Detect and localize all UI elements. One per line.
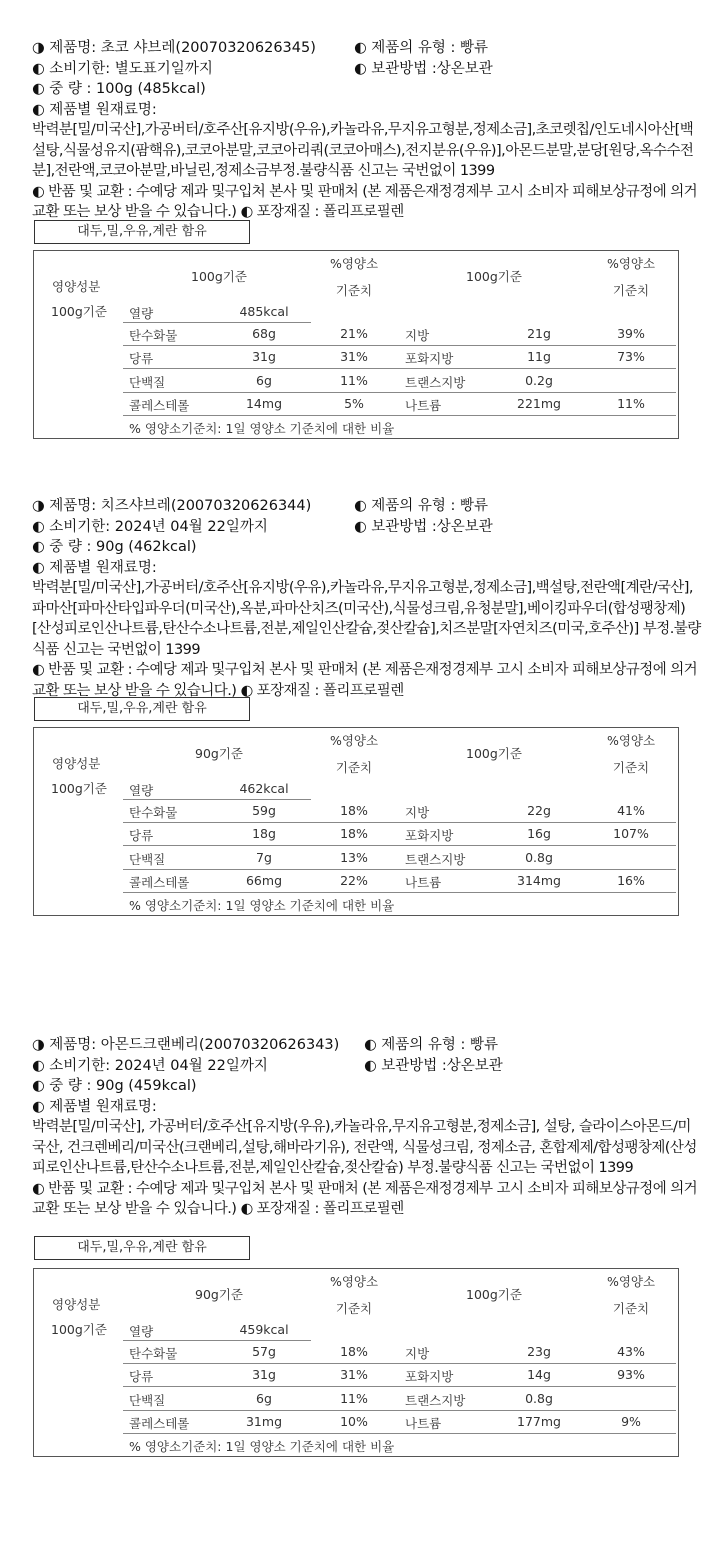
net-weight: ◐ 중 량 : 90g (462kcal) xyxy=(32,539,197,555)
product-type: ◐ 제품의 유형 : 빵류 xyxy=(354,498,489,514)
nutrient-name: 콜레스테롤 xyxy=(129,1416,190,1431)
ingredients-label: ◐ 제품별 원재료명: xyxy=(32,1098,157,1115)
product-name: 치즈샤브레(20070320626344) xyxy=(100,498,312,514)
pct-header-bottom: 기준치 xyxy=(612,1301,650,1316)
product-name-label: ◑ 제품명: xyxy=(32,40,101,56)
nutrient-name: 콜레스테롤 xyxy=(129,398,190,413)
nutrient-name: 나트륨 xyxy=(405,398,442,413)
nutrient-value: 18g xyxy=(252,826,276,841)
nutrient-percent: 107% xyxy=(613,826,649,841)
nutrient-name: 지방 xyxy=(405,328,430,343)
ingredients-text: 박력분[밀/미국산],가공버터/호주산[유지방(우유),카놀라유,무지유고형분,정제소금],초코렛칩/인도네시아산[백설탕,식물성유지(팜핵유),코코아분말,코코아리쿼(코코아매스),전지분유(우유)],아몬드분말,분당[원당,옥수수전분],전란액,코코아분말,바닐린,정제소금부정.불량식품 신고는 국번없이 1399 xyxy=(32,122,694,179)
kcal-label: 열량 xyxy=(129,783,154,798)
nutrient-name: 포화지방 xyxy=(405,351,454,366)
storage-method: ◐ 보관방법 :상온보관 xyxy=(364,1057,503,1074)
nutrition-footnote: % 영양소기준치: 1일 영양소 기준치에 대한 비율 xyxy=(129,421,395,436)
nutrient-name: 나트륨 xyxy=(405,875,442,890)
divider xyxy=(123,1340,311,1341)
nutrient-value: 221mg xyxy=(517,396,561,411)
nutrient-value: 31g xyxy=(252,1367,276,1382)
product-name: 초코 샤브레(20070320626345) xyxy=(100,40,316,56)
nutrient-name: 지방 xyxy=(405,1346,430,1361)
divider xyxy=(123,322,311,323)
nutrition-table xyxy=(33,727,679,916)
nutrient-value: 314mg xyxy=(517,873,561,888)
product-name: 아몬드크랜베리(20070320626343) xyxy=(100,1037,340,1053)
nutrient-value: 177mg xyxy=(517,1414,561,1429)
nutrient-name: 단백질 xyxy=(129,1393,166,1408)
info-row xyxy=(32,1035,702,1056)
nutrient-value: 11g xyxy=(527,349,551,364)
nutrient-percent: 39% xyxy=(617,326,645,341)
nutrient-value: 57g xyxy=(252,1344,276,1359)
divider xyxy=(123,845,676,846)
divider xyxy=(123,1410,676,1411)
left-basis: 90g기준 xyxy=(195,746,243,761)
nutrition-side-title: 영양성분 xyxy=(52,756,101,771)
nutrient-name: 단백질 xyxy=(129,375,166,390)
nutrient-percent: 18% xyxy=(340,1344,368,1359)
nutrient-percent: 93% xyxy=(617,1367,645,1382)
product-name-label: ◑ 제품명: xyxy=(32,498,101,514)
kcal-value: 485kcal xyxy=(239,304,289,319)
nutrient-percent: 11% xyxy=(340,1391,368,1406)
ingredients-label: ◐ 제품별 원재료명: xyxy=(32,559,157,576)
nutrient-value: 31mg xyxy=(245,1414,283,1429)
nutrient-name: 탄수화물 xyxy=(129,1346,178,1361)
storage-method: ◐ 보관방법 :상온보관 xyxy=(354,60,493,77)
nutrition-footnote: % 영양소기준치: 1일 영양소 기준치에 대한 비율 xyxy=(129,1439,395,1454)
nutrient-name: 포화지방 xyxy=(405,1369,454,1384)
nutrient-percent: 10% xyxy=(340,1414,368,1429)
nutrient-percent: 11% xyxy=(340,373,368,388)
pct-header-top: %영양소 xyxy=(329,733,379,748)
kcal-label: 열량 xyxy=(129,306,154,321)
nutrient-percent: 13% xyxy=(340,850,368,865)
nutrient-percent: 9% xyxy=(621,1414,641,1429)
nutrient-value: 7g xyxy=(256,850,272,865)
pct-header-top: %영양소 xyxy=(606,733,656,748)
pct-header-bottom: 기준치 xyxy=(335,1301,373,1316)
ingredients-text: 박력분[밀/미국산],가공버터/호주산[유지방(우유),카놀라유,무지유고형분,정제소금],백설탕,전란액[계란/국산], 파마산[파마산타입파우더(미국산),옥분,파마산치즈(미국산),식물성크림,유청분말],베이킹파우더(합성팽창제)[산성피로인산나트륨,탄산수소나트륨,전분,제일인산칼슘,젖산칼슘],치즈분말[자연치즈(미국,호주산)] 부정.불량식품 신고는 국번없이 1399 xyxy=(32,580,701,658)
nutrient-percent: 22% xyxy=(340,873,368,888)
divider xyxy=(123,392,676,393)
nutrient-value: 6g xyxy=(256,1391,272,1406)
divider xyxy=(123,869,676,870)
nutrient-value: 16g xyxy=(527,826,551,841)
nutrient-value: 22g xyxy=(527,803,551,818)
pct-header-bottom: 기준치 xyxy=(612,283,650,298)
product-info xyxy=(32,1035,702,1220)
info-row xyxy=(32,517,702,538)
divider xyxy=(123,799,311,800)
nutrition-side-basis: 100g기준 xyxy=(51,781,107,796)
pct-header-top: %영양소 xyxy=(329,256,379,271)
pct-header-bottom: 기준치 xyxy=(335,760,373,775)
nutrient-value: 59g xyxy=(252,803,276,818)
nutrient-name: 단백질 xyxy=(129,852,166,867)
divider xyxy=(123,1363,676,1364)
nutrient-name: 당류 xyxy=(129,351,154,366)
nutrition-side-basis: 100g기준 xyxy=(51,304,107,319)
nutrient-name: 지방 xyxy=(405,805,430,820)
exchange-notice: ◐ 반품 및 교환 : 수예당 제과 및구입처 본사 및 판매처 (본 제품은재정경제부 고시 소비자 피해보상규정에 의거 교환 또는 보상 받을 수 있습니다.) ◐ 포장재질 : 폴리프로필렌 xyxy=(32,662,698,699)
pct-header-top: %영양소 xyxy=(606,1274,656,1289)
divider xyxy=(123,345,676,346)
right-basis: 100g기준 xyxy=(466,1287,522,1302)
nutrient-value: 66mg xyxy=(245,873,283,888)
left-basis: 100g기준 xyxy=(191,269,247,284)
left-basis: 90g기준 xyxy=(195,1287,243,1302)
nutrient-percent: 43% xyxy=(617,1344,645,1359)
nutrient-value: 14g xyxy=(527,1367,551,1382)
product-type: ◐ 제품의 유형 : 빵류 xyxy=(364,1037,499,1053)
nutrient-percent: 5% xyxy=(344,396,364,411)
exchange-notice: ◐ 반품 및 교환 : 수예당 제과 및구입처 본사 및 판매처 (본 제품은재정경제부 고시 소비자 피해보상규정에 의거 교환 또는 보상 받을 수 있습니다.) ◐ 포장재질 : 폴리프로필렌 xyxy=(32,1180,698,1217)
nutrient-value: 23g xyxy=(527,1344,551,1359)
kcal-value: 459kcal xyxy=(239,1322,289,1337)
net-weight: ◐ 중 량 : 100g (485kcal) xyxy=(32,81,206,97)
pct-header-bottom: 기준치 xyxy=(335,283,373,298)
divider xyxy=(123,892,676,893)
nutrient-percent: 41% xyxy=(617,803,645,818)
nutrient-name: 트랜스지방 xyxy=(405,852,466,867)
product-info xyxy=(32,496,702,701)
nutrient-percent: 18% xyxy=(340,803,368,818)
divider xyxy=(123,822,676,823)
nutrient-percent: 11% xyxy=(617,396,645,411)
nutrient-name: 탄수화물 xyxy=(129,805,178,820)
nutrient-value: 0.8g xyxy=(525,1391,553,1406)
nutrient-percent: 73% xyxy=(617,349,645,364)
ingredients-label: ◐ 제품별 원재료명: xyxy=(32,101,157,118)
nutrient-value: 68g xyxy=(252,326,276,341)
nutrient-name: 트랜스지방 xyxy=(405,375,466,390)
net-weight: ◐ 중 량 : 90g (459kcal) xyxy=(32,1078,197,1094)
divider xyxy=(123,368,676,369)
allergen-box: 대두,밀,우유,계란 함유 xyxy=(34,697,250,721)
nutrient-name: 당류 xyxy=(129,828,154,843)
pct-header-top: %영양소 xyxy=(606,256,656,271)
allergen-box: 대두,밀,우유,계란 함유 xyxy=(34,1236,250,1260)
nutrient-percent: 21% xyxy=(340,326,368,341)
nutrient-percent: 31% xyxy=(340,349,368,364)
nutrient-value: 21g xyxy=(527,326,551,341)
pct-header-top: %영양소 xyxy=(329,1274,379,1289)
allergen-box: 대두,밀,우유,계란 함유 xyxy=(34,220,250,244)
info-row xyxy=(32,1056,702,1077)
right-basis: 100g기준 xyxy=(466,269,522,284)
nutrient-name: 트랜스지방 xyxy=(405,1393,466,1408)
product-name-label: ◑ 제품명: xyxy=(32,1037,101,1053)
expiry-date: ◐ 소비기한: 2024년 04월 22일까지 xyxy=(32,518,268,535)
info-row xyxy=(32,496,702,517)
product-type: ◐ 제품의 유형 : 빵류 xyxy=(354,40,489,56)
right-basis: 100g기준 xyxy=(466,746,522,761)
info-row xyxy=(32,59,702,80)
nutrient-name: 당류 xyxy=(129,1369,154,1384)
ingredients-text: 박력분[밀/미국산], 가공버터/호주산[유지방(우유),카놀라유,무지유고형분,정제소금], 설탕, 슬라이스아몬드/미국산, 건크렌베리/미국산(크랜베리,설탕,해바라기유), 전란액, 식물성크림, 정제소금, 혼합제제/합성팽창제(산성피로인산나트륨,탄산수소나트륨,전분,제일인산칼슘,젖산칼슘) 부정.불량식품 신고는 국번없이 1399 xyxy=(32,1119,697,1176)
nutrient-name: 탄수화물 xyxy=(129,328,178,343)
expiry-date: ◐ 소비기한: 별도표기일까지 xyxy=(32,60,213,77)
nutrition-side-basis: 100g기준 xyxy=(51,1322,107,1337)
nutrient-name: 나트륨 xyxy=(405,1416,442,1431)
nutrition-side-title: 영양성분 xyxy=(52,279,101,294)
nutrient-value: 14mg xyxy=(245,396,283,411)
nutrient-value: 6g xyxy=(256,373,272,388)
divider xyxy=(123,1386,676,1387)
pct-header-bottom: 기준치 xyxy=(612,760,650,775)
nutrient-name: 콜레스테롤 xyxy=(129,875,190,890)
expiry-date: ◐ 소비기한: 2024년 04월 22일까지 xyxy=(32,1057,268,1074)
nutrition-table xyxy=(33,1268,679,1457)
nutrient-name: 포화지방 xyxy=(405,828,454,843)
storage-method: ◐ 보관방법 :상온보관 xyxy=(354,518,493,535)
exchange-notice: ◐ 반품 및 교환 : 수예당 제과 및구입처 본사 및 판매처 (본 제품은재정경제부 고시 소비자 피해보상규정에 의거 교환 또는 보상 받을 수 있습니다.) ◐ 포장재질 : 폴리프로필렌 xyxy=(32,183,698,220)
nutrient-percent: 18% xyxy=(340,826,368,841)
nutrition-side-title: 영양성분 xyxy=(52,1297,101,1312)
divider xyxy=(123,415,676,416)
nutrition-table xyxy=(33,250,679,439)
product-info xyxy=(32,38,702,223)
info-row xyxy=(32,38,702,59)
nutrient-percent: 31% xyxy=(340,1367,368,1382)
nutrient-percent: 16% xyxy=(617,873,645,888)
kcal-value: 462kcal xyxy=(239,781,289,796)
nutrient-value: 31g xyxy=(252,349,276,364)
kcal-label: 열량 xyxy=(129,1324,154,1339)
nutrient-value: 0.8g xyxy=(525,850,553,865)
nutrient-value: 0.2g xyxy=(525,373,553,388)
nutrition-footnote: % 영양소기준치: 1일 영양소 기준치에 대한 비율 xyxy=(129,898,395,913)
divider xyxy=(123,1433,676,1434)
